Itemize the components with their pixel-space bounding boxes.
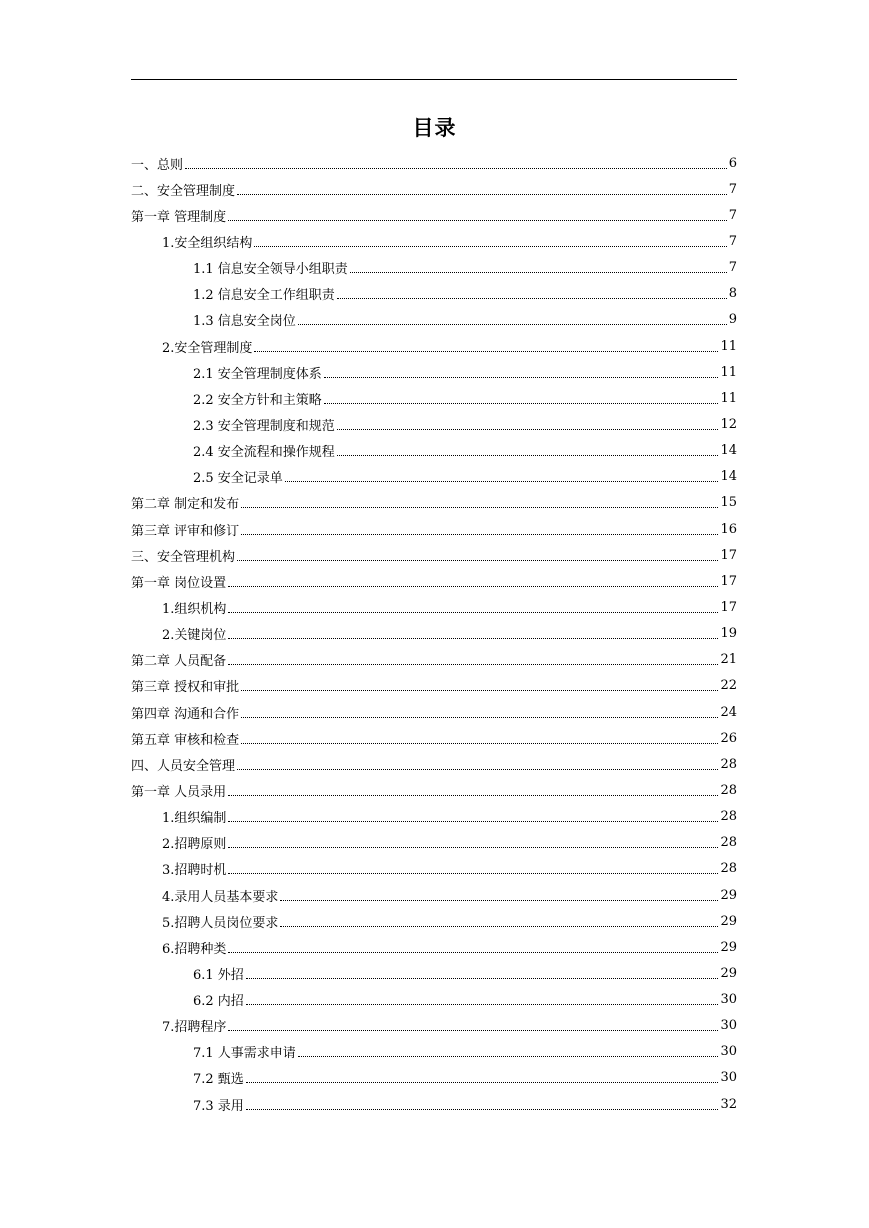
toc-entry-page: 28 (720, 756, 737, 772)
toc-entry-label: 第一章 管理制度 (131, 209, 227, 225)
toc-entry-page: 32 (720, 1096, 737, 1112)
toc-leader-dots (228, 638, 718, 639)
toc-entry-page: 6 (728, 155, 737, 171)
toc-entry-label: 1.1 信息安全领导小组职责 (193, 262, 348, 278)
toc-entry-page: 30 (720, 1018, 737, 1034)
toc-entry-label: 第四章 沟通和合作 (131, 706, 240, 722)
toc-entry-page: 29 (720, 913, 737, 929)
toc-entry[interactable] (131, 1065, 737, 1091)
toc-entry[interactable] (131, 777, 737, 803)
toc-entry[interactable] (131, 908, 737, 934)
toc-entry-page: 9 (728, 312, 737, 328)
toc-entry[interactable] (131, 751, 737, 777)
toc-leader-dots (337, 298, 727, 299)
toc-entry-label: 2.安全管理制度 (162, 340, 253, 356)
toc-entry[interactable] (131, 150, 737, 176)
toc-entry-page: 14 (720, 443, 737, 459)
toc-entry-label: 7.招聘程序 (162, 1020, 227, 1036)
toc-entry[interactable] (131, 1039, 737, 1065)
toc-entry-page: 17 (720, 599, 737, 615)
toc-entry[interactable] (131, 725, 737, 751)
toc-entry[interactable] (131, 307, 737, 333)
toc-entry[interactable] (131, 621, 737, 647)
toc-entry-page: 7 (728, 207, 737, 223)
toc-entry-label: 2.1 安全管理制度体系 (193, 366, 322, 382)
toc-entry[interactable] (131, 568, 737, 594)
toc-leader-dots (280, 926, 718, 927)
toc-entry-label: 1.3 信息安全岗位 (193, 314, 296, 330)
toc-entry-label: 6.2 内招 (193, 994, 244, 1010)
toc-leader-dots (228, 821, 718, 822)
toc-leader-dots (254, 351, 718, 352)
toc-leader-dots (337, 455, 719, 456)
toc-entry-page: 28 (720, 782, 737, 798)
toc-entry-page: 30 (720, 1044, 737, 1060)
toc-entry[interactable] (131, 856, 737, 882)
toc-entry-page: 30 (720, 1070, 737, 1086)
toc-leader-dots (241, 507, 718, 508)
toc-entry-page: 7 (728, 233, 737, 249)
toc-entry[interactable] (131, 960, 737, 986)
toc-entry-page: 7 (728, 181, 737, 197)
toc-entry-page: 21 (720, 652, 737, 668)
toc-entry[interactable] (131, 647, 737, 673)
toc-entry[interactable] (131, 359, 737, 385)
toc-entry-page: 11 (720, 338, 737, 354)
toc-leader-dots (241, 534, 718, 535)
toc-leader-dots (228, 847, 718, 848)
toc-entry-label: 1.2 信息安全工作组职责 (193, 288, 335, 304)
toc-entry-label: 5.招聘人员岗位要求 (162, 915, 279, 931)
toc-entry-page: 16 (720, 521, 737, 537)
toc-entry[interactable] (131, 281, 737, 307)
toc-entry-page: 26 (720, 730, 737, 746)
toc-entry-label: 6.招聘种类 (162, 941, 227, 957)
toc-entry-label: 第二章 人员配备 (131, 654, 227, 670)
toc-leader-dots (324, 377, 719, 378)
toc-leader-dots (228, 795, 718, 796)
toc-entry-label: 3.招聘时机 (162, 863, 227, 879)
toc-entry[interactable] (131, 1013, 737, 1039)
toc-entry-page: 17 (720, 547, 737, 563)
toc-leader-dots (324, 403, 719, 404)
toc-entry-page: 29 (720, 939, 737, 955)
toc-entry[interactable] (131, 594, 737, 620)
toc-leader-dots (246, 1082, 719, 1083)
toc-entry-label: 2.3 安全管理制度和规范 (193, 418, 335, 434)
toc-entry-page: 24 (720, 704, 737, 720)
toc-entry-label: 2.5 安全记录单 (193, 471, 283, 487)
toc-entry[interactable] (131, 228, 737, 254)
toc-entry-label: 第三章 评审和修订 (131, 523, 240, 539)
toc-entry-page: 29 (720, 887, 737, 903)
toc-entry-label: 1.安全组织结构 (162, 235, 253, 251)
toc-entry[interactable] (131, 385, 737, 411)
toc-leader-dots (228, 586, 718, 587)
toc-entry[interactable] (131, 830, 737, 856)
toc-entry[interactable] (131, 987, 737, 1013)
toc-leader-dots (237, 560, 718, 561)
toc-leader-dots (228, 952, 718, 953)
toc-entry[interactable] (131, 202, 737, 228)
toc-entry-page: 17 (720, 573, 737, 589)
toc-entry-label: 1.组织编制 (162, 811, 227, 827)
toc-entry-page: 8 (728, 286, 737, 302)
toc-entry[interactable] (131, 804, 737, 830)
toc-leader-dots (246, 978, 719, 979)
toc-leader-dots (228, 220, 727, 221)
toc-entry-label: 2.关键岗位 (162, 628, 227, 644)
toc-entry[interactable] (131, 673, 737, 699)
toc-entry-label: 一、总则 (131, 157, 184, 173)
toc-entry-label: 第五章 审核和检查 (131, 732, 240, 748)
toc-leader-dots (254, 246, 726, 247)
toc-entry-label: 三、安全管理机构 (131, 549, 236, 565)
toc-entry[interactable] (131, 934, 737, 960)
toc-leader-dots (337, 429, 719, 430)
toc-entry-label: 2.招聘原则 (162, 837, 227, 853)
toc-entry[interactable] (131, 464, 737, 490)
toc-entry[interactable] (131, 542, 737, 568)
toc-entry-label: 7.3 录用 (193, 1098, 244, 1114)
toc-entry-page: 28 (720, 809, 737, 825)
toc-leader-dots (285, 481, 719, 482)
toc-entry-page: 14 (720, 469, 737, 485)
toc-entry-page: 29 (720, 965, 737, 981)
toc-leader-dots (298, 324, 727, 325)
toc-leader-dots (228, 873, 718, 874)
toc-leader-dots (228, 612, 718, 613)
toc-entry-page: 11 (720, 364, 737, 380)
toc-entry-label: 7.2 甄选 (193, 1072, 244, 1088)
toc-leader-dots (228, 1030, 718, 1031)
toc-leader-dots (241, 690, 718, 691)
toc-entry-label: 第三章 授权和审批 (131, 680, 240, 696)
toc-entry[interactable] (131, 438, 737, 464)
header-rule (131, 79, 737, 80)
toc-leader-dots (280, 900, 718, 901)
toc-leader-dots (241, 743, 718, 744)
toc-title: 目录 (412, 116, 457, 140)
toc-entry-page: 28 (720, 861, 737, 877)
toc-entry-label: 四、人员安全管理 (131, 758, 236, 774)
toc-entry-page: 15 (720, 495, 737, 511)
toc-entry-label: 二、安全管理制度 (131, 183, 236, 199)
table-of-contents (131, 150, 737, 1117)
toc-entry-label: 第二章 制定和发布 (131, 497, 240, 513)
toc-entry-page: 30 (720, 992, 737, 1008)
toc-entry-label: 4.录用人员基本要求 (162, 889, 279, 905)
toc-entry-page: 12 (720, 416, 737, 432)
toc-leader-dots (237, 769, 718, 770)
toc-entry-label: 第一章 人员录用 (131, 784, 227, 800)
toc-entry-label: 7.1 人事需求申请 (193, 1046, 296, 1062)
toc-entry-page: 19 (720, 626, 737, 642)
toc-entry[interactable] (131, 255, 737, 281)
toc-entry[interactable] (131, 1091, 737, 1117)
toc-entry-label: 2.2 安全方针和主策略 (193, 392, 322, 408)
toc-entry[interactable] (131, 411, 737, 437)
toc-leader-dots (246, 1004, 719, 1005)
toc-leader-dots (350, 272, 727, 273)
toc-leader-dots (298, 1056, 719, 1057)
toc-entry[interactable] (131, 699, 737, 725)
toc-entry[interactable] (131, 176, 737, 202)
toc-entry-page: 22 (720, 678, 737, 694)
toc-entry-label: 2.4 安全流程和操作规程 (193, 445, 335, 461)
toc-entry[interactable] (131, 333, 737, 359)
toc-entry-page: 11 (720, 390, 737, 406)
toc-entry-page: 28 (720, 835, 737, 851)
toc-entry[interactable] (131, 882, 737, 908)
toc-entry[interactable] (131, 516, 737, 542)
toc-entry-label: 6.1 外招 (193, 967, 244, 983)
toc-entry-label: 1.组织机构 (162, 601, 227, 617)
toc-entry-page: 7 (728, 260, 737, 276)
toc-leader-dots (237, 194, 727, 195)
toc-leader-dots (228, 664, 718, 665)
toc-leader-dots (185, 168, 727, 169)
toc-leader-dots (246, 1109, 719, 1110)
toc-entry-label: 第一章 岗位设置 (131, 575, 227, 591)
toc-entry[interactable] (131, 490, 737, 516)
toc-leader-dots (241, 717, 718, 718)
